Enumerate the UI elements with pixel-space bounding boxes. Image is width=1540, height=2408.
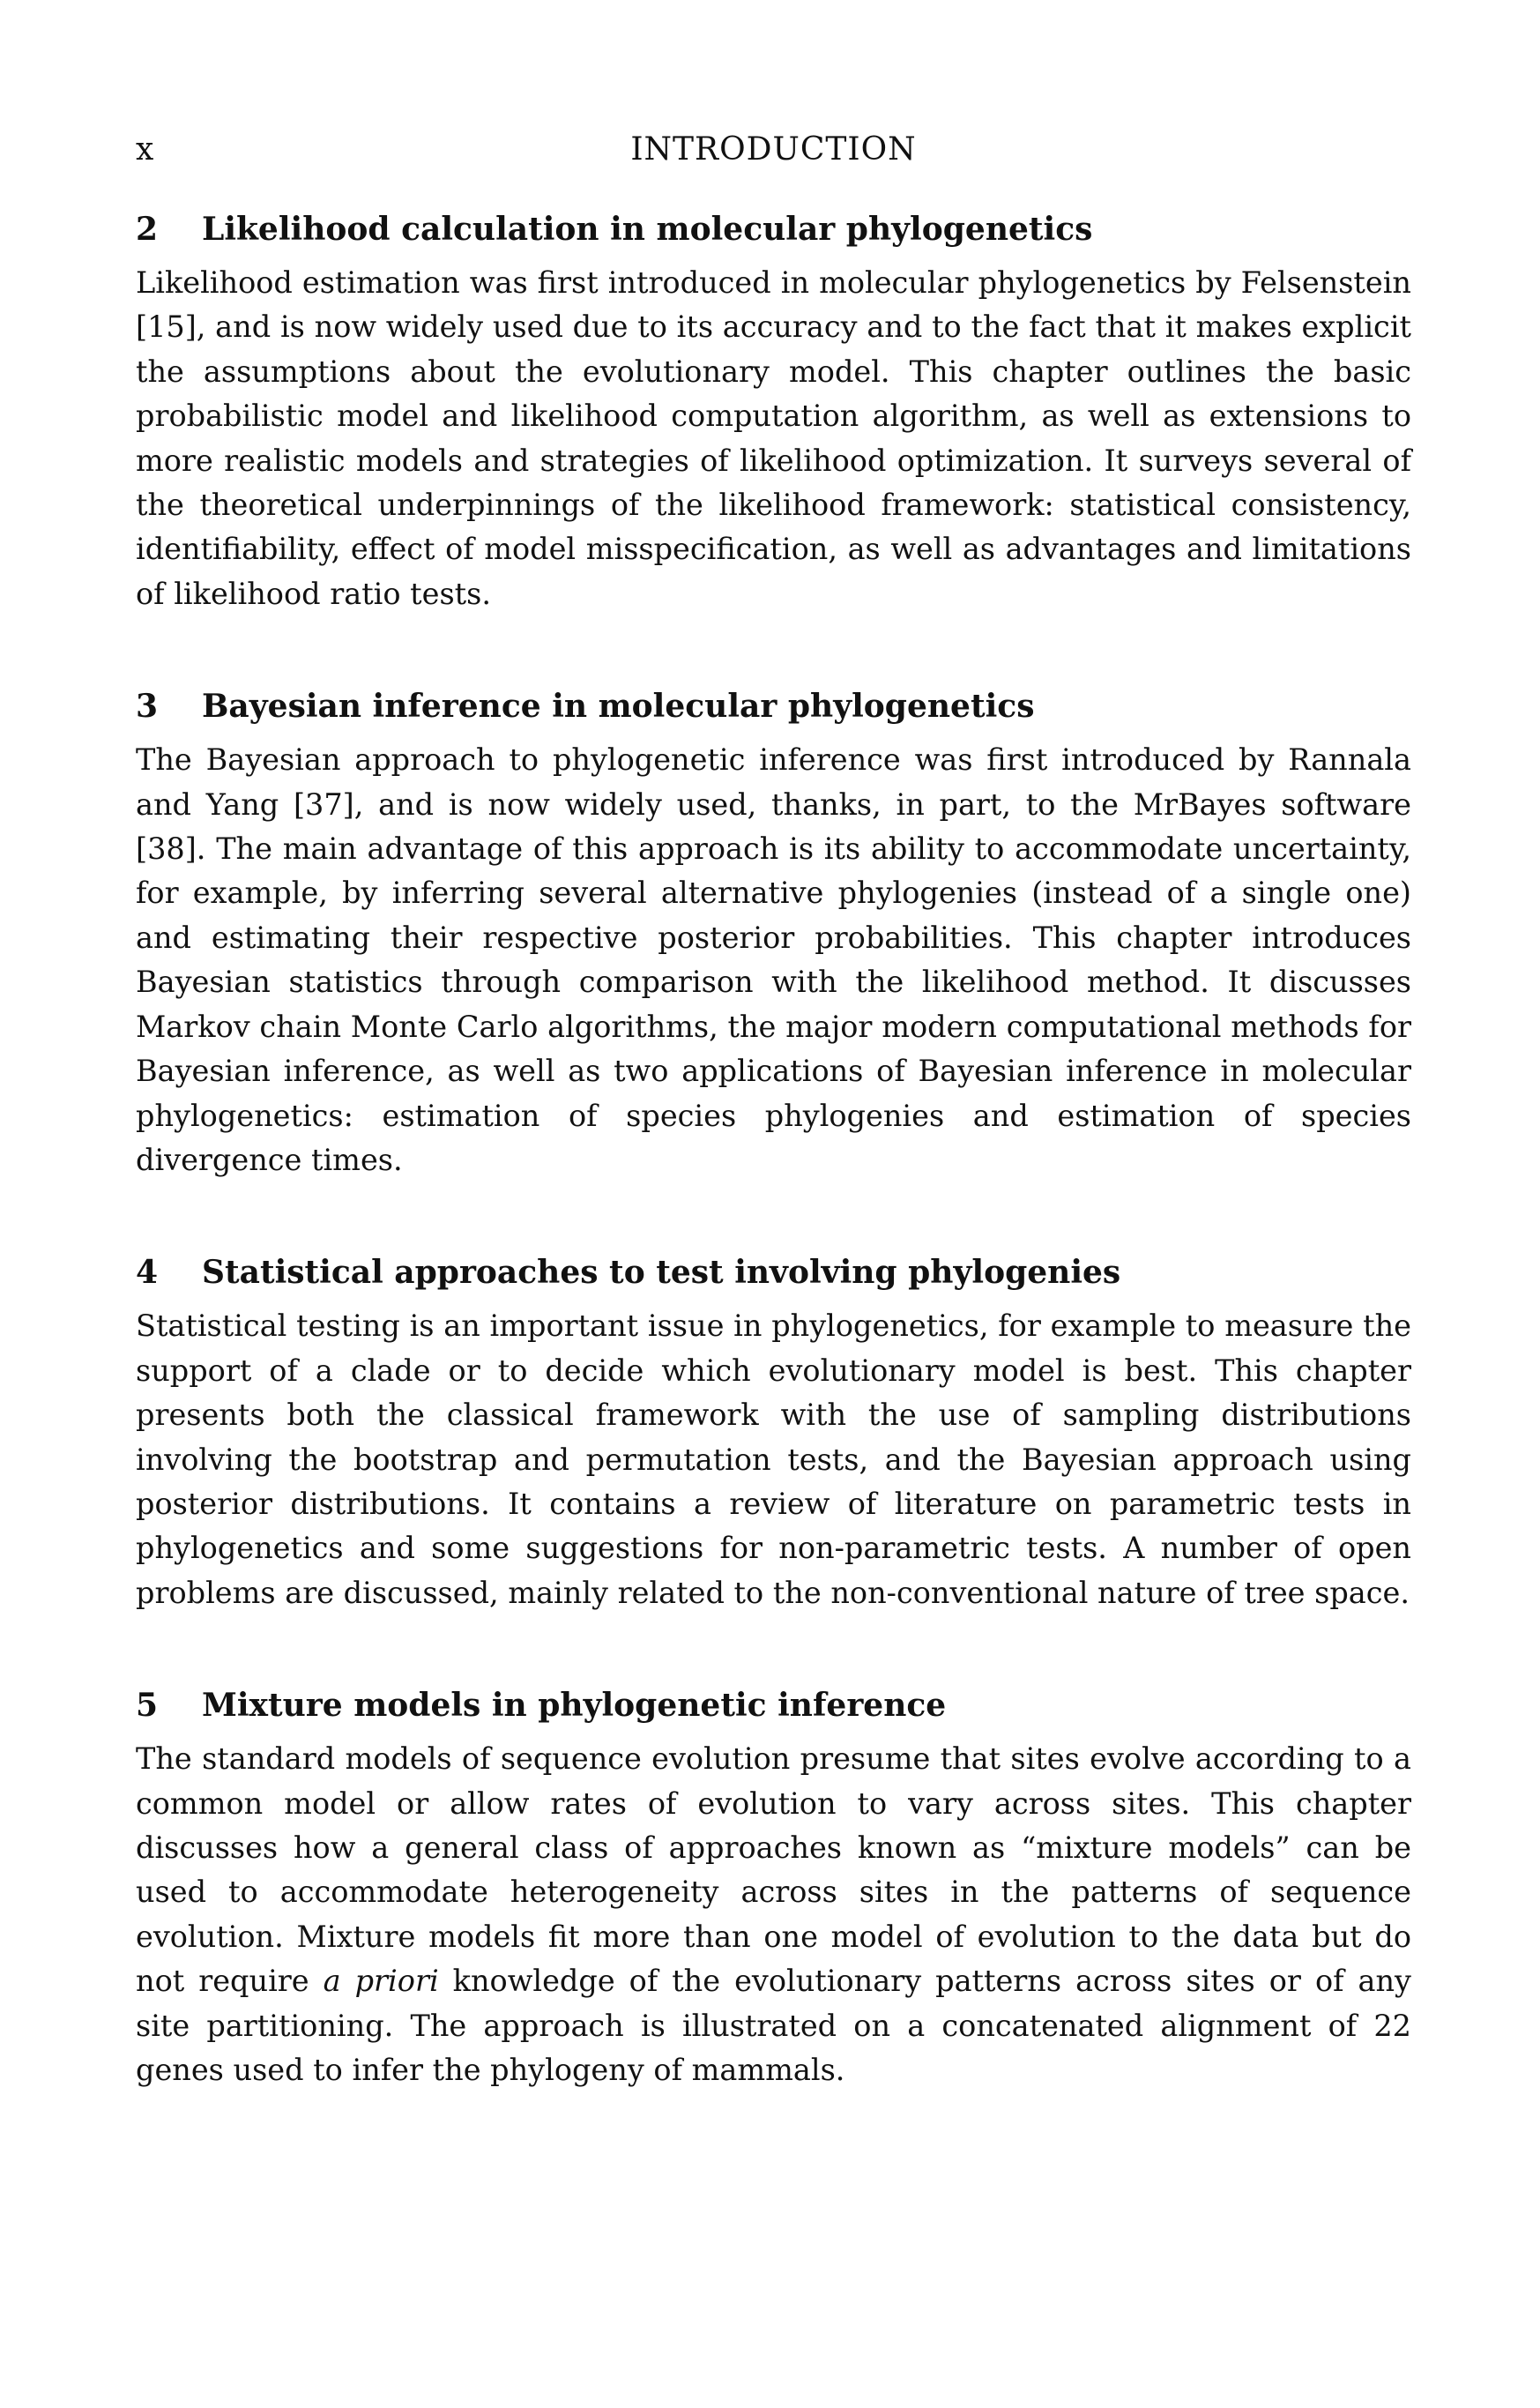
body-text: The standard models of sequence evolution presume that sites evolve according to a common model or allow rates of evolution to vary across sites. This chapter discusses how a general class of approaches known as “mixture models” can be used to accommodate heterogeneity across sites in the patterns of sequence evolution. Mixture models fit more than one model of evolution to the data but do not require [136, 1741, 1411, 1999]
section-2 [136, 206, 1411, 616]
section-number: 3 [136, 688, 159, 726]
section-title: Likelihood calculation in molecular phylogenetics [202, 211, 1093, 248]
section-title: Bayesian inference in molecular phylogenetics [202, 688, 1035, 726]
section-heading [136, 1249, 1411, 1295]
section-number: 2 [136, 211, 159, 248]
section-body: Statistical testing is an important issue in phylogenetics, for example to measure the support of a clade or to decide which evolutionary model is best. This chapter presents both the classical framework with the use of sampling distributions involving the bootstrap and permutation tests, and the Bayesian approach using posterior distributions. It contains a review of literature on parametric tests in phylogenetics and some suggestions for non-parametric tests. A number of open problems are discussed, mainly related to the non-conventional nature of tree space. [136, 1308, 1411, 1610]
italic-term: a priori [323, 1964, 439, 1999]
section-5 [136, 1682, 1411, 2092]
section-heading [136, 683, 1411, 729]
section-heading [136, 1682, 1411, 1728]
section-title: Mixture models in phylogenetic inference [202, 1687, 947, 1725]
page-number: x [136, 131, 154, 168]
section-title: Statistical approaches to test involving phylogenies [202, 1254, 1121, 1292]
section-body: Likelihood estimation was first introduced in molecular phylogenetics by Felsenstein [15], and is now widely used due to its accuracy and to the fact that it makes explicit the assumptions about the evolutionary model. This chapter outlines the basic probabilistic model and likelihood computation algorithm, as well as extensions to more realistic models and strategies of likelihood optimization. It surveys several of the theoretical underpinnings of the likelihood framework: statistical consistency, identifiability, effect of model misspecification, as well as advantages and limitations of likelihood ratio tests. [136, 265, 1411, 611]
section-heading [136, 206, 1411, 252]
section-4 [136, 1249, 1411, 1615]
running-title: INTRODUCTION [630, 131, 917, 168]
document-page [136, 123, 1411, 2092]
running-head [136, 123, 1411, 176]
section-3 [136, 683, 1411, 1182]
section-number: 5 [136, 1687, 159, 1725]
section-body [136, 1737, 1411, 2092]
section-number: 4 [136, 1254, 159, 1292]
section-body: The Bayesian approach to phylogenetic inference was first introduced by Rannala and Yang [37], and is now widely used, thanks, in part, to the MrBayes software [38]. The main advantage of this approach is its ability to accommodate uncertainty, for example, by inferring several alternative phylogenies (instead of a single one) and estimating their respective posterior probabilities. This chapter introduces Bayesian statistics through comparison with the likelihood method. It discusses Markov chain Monte Carlo algorithms, the major modern computational methods for Bayesian inference, as well as two applications of Bayesian inference in molecular phylogenetics: estimation of species phylogenies and estimation of species divergence times. [136, 742, 1411, 1177]
body-text: knowledge of the evolutionary patterns across sites or of any site partitioning. The approach is illustrated on a concatenated alignment of 22 genes used to infer the phylogeny of mammals. [136, 1964, 1411, 2087]
